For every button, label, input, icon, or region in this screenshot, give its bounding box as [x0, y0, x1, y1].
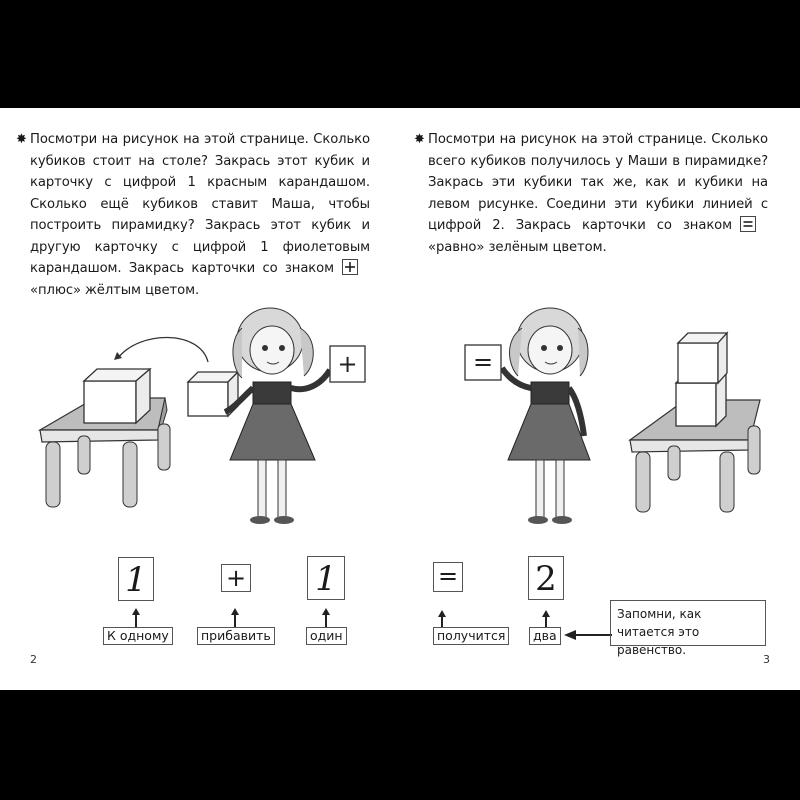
girl-masha-right: [502, 308, 590, 524]
equation-card-equals: =: [433, 562, 463, 592]
equation-card-1-second: 1: [307, 556, 345, 600]
equals-icon: [741, 217, 755, 231]
equation-card-1: 1: [118, 557, 154, 601]
arrow-up-icon: [135, 614, 137, 628]
arrow-up-icon: [325, 614, 327, 628]
arrow-head: [114, 352, 122, 360]
label-poluchitsya: получится: [433, 627, 509, 645]
held-plus-card: [330, 346, 365, 382]
equation-card-2: 2: [528, 556, 564, 600]
left-task-text: [16, 129, 370, 301]
workbook-spread: [0, 108, 800, 690]
label-k-odnomu: К одному: [103, 627, 173, 645]
label-odin: один: [306, 627, 347, 645]
arrow-left-icon: [564, 628, 612, 642]
svg-text:+: +: [337, 350, 358, 378]
inline-equals-card: [740, 216, 756, 232]
held-equals-card: [465, 345, 501, 380]
bullet-icon: ✸: [414, 132, 425, 147]
left-illustration: [20, 300, 400, 540]
label-pribavit: прибавить: [197, 627, 275, 645]
cube-pyramid: [676, 333, 727, 426]
right-task-text: [414, 129, 768, 258]
label-dva: два: [529, 627, 561, 645]
bullet-icon: ✸: [16, 132, 27, 147]
equation-card-plus: +: [221, 564, 251, 592]
page-number-left: 2: [30, 653, 37, 666]
arrow-up-icon: [234, 614, 236, 628]
reminder-note: Запомни, как читается это равенство.: [610, 600, 766, 646]
left-task-text-after: «плюс» жёлтым цветом.: [30, 282, 200, 298]
page-number-right: 3: [763, 653, 770, 666]
plus-icon: [343, 260, 357, 274]
curved-arrow: [118, 337, 208, 362]
left-task-text-before: Посмотри на рисунок на этой странице. Сколько кубиков стоит на столе? Закрась этот кубик и карточку с цифрой 1 красным карандашом. Сколько ещё кубиков ставит Маша, чтобы построить пирамидку? Закрась этот кубик и другую карточку с цифрой 1 фиолетовым карандашом. Закрась карточки со знаком: [30, 132, 370, 276]
right-task-text-after: «равно» зелёным цветом.: [428, 239, 607, 255]
right-task-text-before: Посмотри на рисунок на этой странице. Сколько всего кубиков получилось у Маши в пирамидке? Закрась эти кубики так же, как и кубики на левом рисунке. Соедини эти кубики линией с цифрой 2. Закрась карточки со знаком: [428, 132, 768, 233]
svg-text:=: =: [472, 348, 494, 376]
cube-on-table: [84, 369, 150, 423]
girl-masha-left: [225, 308, 330, 524]
inline-plus-card: [342, 259, 358, 275]
right-illustration: [420, 300, 800, 540]
